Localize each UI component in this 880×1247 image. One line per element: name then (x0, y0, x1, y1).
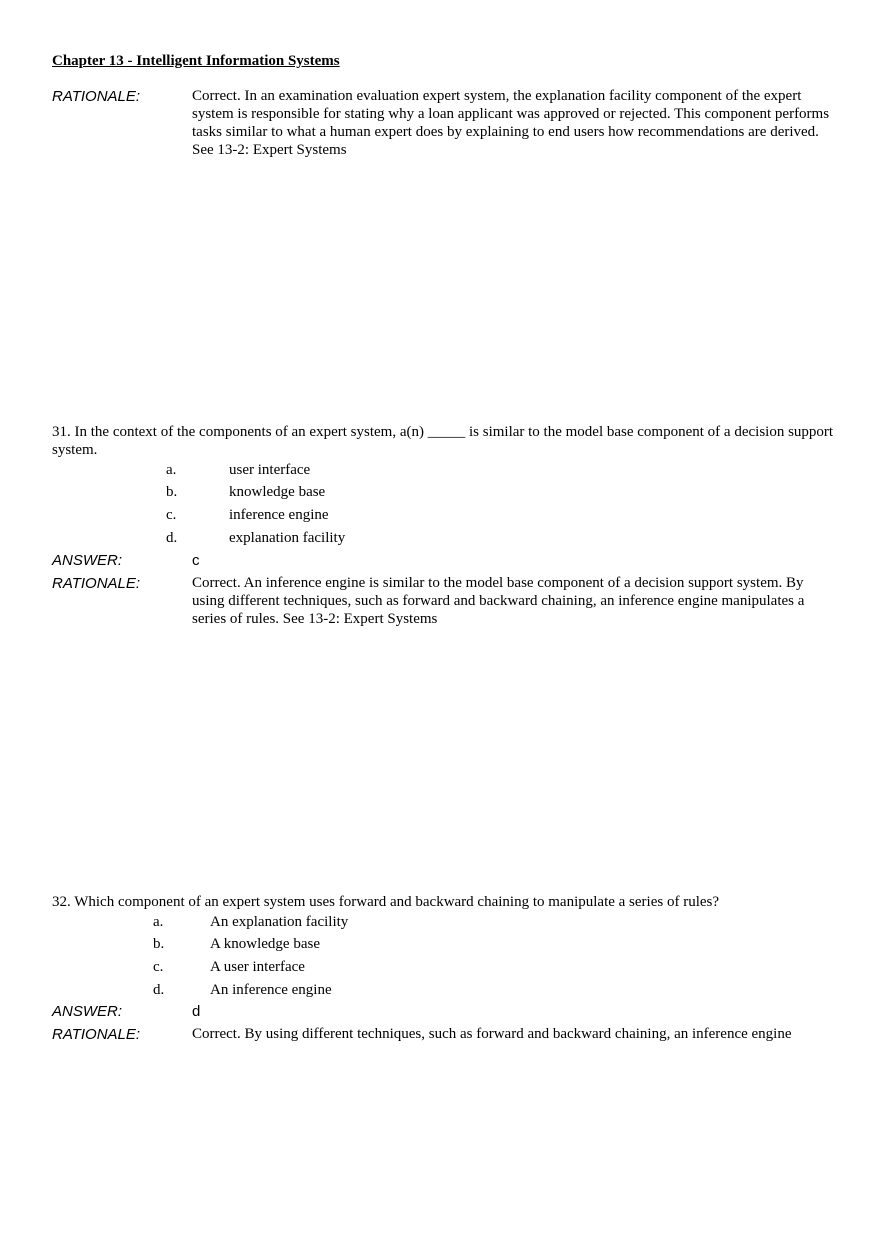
q32-option-c-text: A user interface (210, 959, 305, 975)
q32-answer-value: d (192, 1003, 201, 1020)
q31-option-c-letter: c. (166, 507, 177, 523)
q32-answer-label: ANSWER: (52, 1003, 123, 1020)
q30-rationale-label: RATIONALE: (52, 88, 141, 105)
q31-rationale-text: Correct. An inference engine is similar to the model base component of a decision support system. By using different techniques, such as forward and backward chaining, an inference engine manipulates a series of rules. See 13-2: Expert Systems (192, 575, 805, 627)
q32-stem: 32. Which component of an expert system uses forward and backward chaining to manipulate a series of rules? (52, 894, 720, 910)
q31-stem: 31. In the context of the components of an expert system, a(n) _____ is similar to the model base component of a decision support system. (52, 424, 834, 458)
chapter-title: Chapter 13 - Intelligent Information Systems (52, 53, 340, 69)
q31-option-b-letter: b. (166, 484, 178, 500)
q31-option-d-text: explanation facility (229, 530, 346, 546)
q30-rationale-text: Correct. In an examination evaluation expert system, the explanation facility component of the expert system is responsible for stating why a loan applicant was approved or rejected. This component performs tasks similar to what a human expert does by explaining to end users how recommendations are derived. See 13-2: Expert Systems (192, 88, 830, 158)
q32-rationale-label: RATIONALE: (52, 1026, 141, 1043)
q32-option-c-letter: c. (153, 959, 164, 975)
q32-option-a-text: An explanation facility (210, 914, 349, 930)
q32-option-b-letter: b. (153, 936, 165, 952)
q32-option-d-text: An inference engine (210, 982, 332, 998)
q31-rationale-label: RATIONALE: (52, 575, 141, 592)
q31-option-a-letter: a. (166, 462, 177, 478)
q31-option-c-text: inference engine (229, 507, 329, 523)
q31-answer-label: ANSWER: (52, 552, 123, 569)
q31-answer-value: c (192, 552, 200, 569)
q31-option-a-text: user interface (229, 462, 311, 478)
q32-option-d-letter: d. (153, 982, 165, 998)
q32-option-a-letter: a. (153, 914, 164, 930)
q31-option-b-text: knowledge base (229, 484, 326, 500)
q31-option-d-letter: d. (166, 530, 178, 546)
q32-option-b-text: A knowledge base (210, 936, 320, 952)
q32-rationale-text: Correct. By using different techniques, such as forward and backward chaining, an inference engine (192, 1026, 792, 1042)
